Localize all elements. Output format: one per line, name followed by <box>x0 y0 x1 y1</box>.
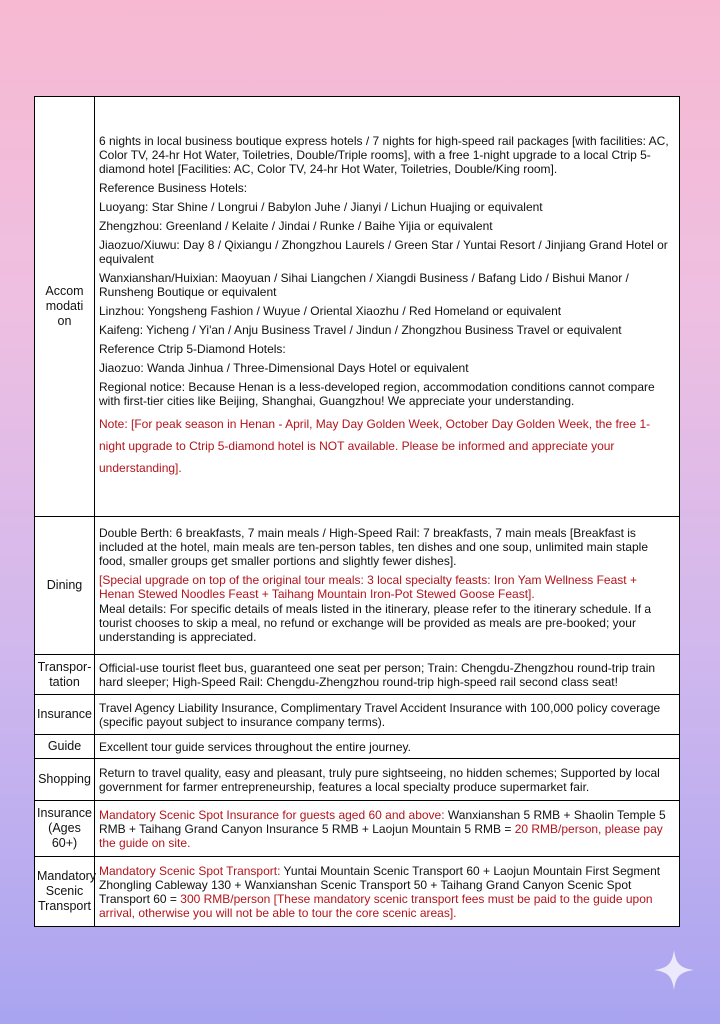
row-shopping <box>35 759 680 801</box>
accommodation-para: Reference Ctrip 5-Diamond Hotels: <box>99 341 286 356</box>
row-accommodation <box>35 97 680 517</box>
dining-meal-details: Meal details: For specific details of meals listed in the itinerary, please refer to the itinerary schedule. If a tourist chooses to skip a meal, no refund or exchange will be provided as meals are pre-booked; your understanding is appreciated. <box>99 602 652 644</box>
label-guide: Guide <box>35 735 95 759</box>
label-insurance-60: Insurance (Ages 60+) <box>35 801 95 857</box>
accommodation-para: Reference Business Hotels: <box>99 180 248 195</box>
accommodation-para: Jiaozuo: Wanda Jinhua / Three-Dimensional Days Hotel or equivalent <box>99 360 469 375</box>
dining-special-upgrade: [Special upgrade on top of the original tour meals: 3 local specialty feasts: Iron Yam Wellness Feast + Henan Stewed Noodles Feast + Taihang Mountain Iron-Pot Stewed Goose Feast]. <box>99 573 637 601</box>
accommodation-para: Linzhou: Yongsheng Fashion / Wuyue / Oriental Xiaozhu / Red Homeland or equivalent <box>99 303 562 318</box>
accommodation-para: Jiaozuo/Xiuwu: Day 8 / Qixiangu / Zhongzhou Laurels / Green Star / Yuntai Resort / Jinjiang Grand Hotel or equivalent <box>99 237 668 266</box>
sparkle-icon <box>652 948 696 992</box>
label-dining: Dining <box>35 517 95 655</box>
accommodation-para: Luoyang: Star Shine / Longrui / Babylon Juhe / Jianyi / Lichun Huajing or equivalent <box>99 199 543 214</box>
dining-meal-count: Double Berth: 6 breakfasts, 7 main meals / High-Speed Rail: 7 breakfasts, 7 main meals [Breakfast is included at the hotel, main meals are ten-person tables, ten dishes and one soup, unlimited main staple food, smaller groups get smaller portions and slightly fewer dishes]. <box>99 526 648 568</box>
scenic-transport-lead: Mandatory Scenic Spot Transport: <box>99 863 281 878</box>
insurance-60-items: Wanxianshan 5 RMB + Shaolin Temple 5 RMB + Taihang Grand Canyon Insurance 5 RMB + Laojun Mountain 5 RMB = <box>99 807 666 836</box>
accommodation-content <box>95 97 680 517</box>
insurance-60-total: 20 RMB/person, please pay the guide on site. <box>99 821 663 850</box>
label-text: Accommodation <box>45 284 84 328</box>
terms-table <box>34 96 680 927</box>
dining-content <box>95 517 680 655</box>
row-scenic-transport <box>35 857 680 927</box>
shopping-content: Return to travel quality, easy and pleasant, truly pure sightseeing, no hidden schemes; Supported by local government for farmer entrepreneurship, features a local specialty produce supermarket fair. <box>95 759 680 801</box>
itinerary-terms-sheet <box>34 96 680 927</box>
insurance-60-lead: Mandatory Scenic Spot Insurance for guests aged 60 and above: <box>99 807 445 822</box>
scenic-transport-total: 300 RMB/person [These mandatory scenic transport fees must be paid to the guide upon arrival, otherwise you will not be able to tour the core scenic areas]. <box>99 891 653 920</box>
label-accommodation <box>35 97 95 517</box>
row-guide <box>35 735 680 759</box>
scenic-transport-content <box>95 857 680 927</box>
label-insurance: Insurance <box>35 695 95 735</box>
insurance-content: Travel Agency Liability Insurance, Complimentary Travel Accident Insurance with 100,000 policy coverage (specific payout subject to insurance company terms). <box>95 695 680 735</box>
accommodation-para: Regional notice: Because Henan is a less-developed region, accommodation conditions cannot compare with first-tier cities like Beijing, Shanghai, Guangzhou! We appreciate your understanding. <box>99 379 655 408</box>
label-shopping: Shopping <box>35 759 95 801</box>
row-insurance-60 <box>35 801 680 857</box>
label-transportation: Transpor-tation <box>35 655 95 695</box>
guide-content: Excellent tour guide services throughout the entire journey. <box>95 735 680 759</box>
label-scenic-transport: Mandatory Scenic Transport <box>35 857 95 927</box>
insurance-60-content <box>95 801 680 857</box>
scenic-transport-items: Yuntai Mountain Scenic Transport 60 + Laojun Mountain First Segment Zhongling Cableway 130 + Wanxianshan Scenic Transport 50 + Taihang Grand Canyon Scenic Spot Transport 60 = <box>99 863 661 906</box>
accommodation-para: Kaifeng: Yicheng / Yi'an / Anju Business Travel / Jindun / Zhongzhou Business Travel or equivalent <box>99 322 622 337</box>
row-transportation <box>35 655 680 695</box>
accommodation-para: 6 nights in local business boutique express hotels / 7 nights for high-speed rail packages [with facilities: AC, Color TV, 24-hr Hot Water, Toiletries, Double/Triple rooms], with a free 1-night upgrade to a local Ctrip 5-diamond hotel [Facilities: AC, Color TV, 24-hr Hot Water, Toiletries, Double/King room]. <box>99 133 669 176</box>
accommodation-para: Zhengzhou: Greenland / Kelaite / Jindai / Runke / Baihe Yijia or equivalent <box>99 218 493 233</box>
transportation-content: Official-use tourist fleet bus, guaranteed one seat per person; Train: Chengdu-Zhengzhou round-trip train hard sleeper; High-Speed Rail: Chengdu-Zhengzhou round-trip high-speed rail second class seat! <box>95 655 680 695</box>
row-insurance <box>35 695 680 735</box>
row-dining <box>35 517 680 655</box>
accommodation-peak-note: Note: [For peak season in Henan - April, May Day Golden Week, October Day Golden Week, the free 1-night upgrade to Ctrip 5-diamond hotel is NOT available. Please be informed and appreciate your understanding]. <box>99 416 651 475</box>
accommodation-para: Wanxianshan/Huixian: Maoyuan / Sihai Liangchen / Xiangdi Business / Bafang Lido / Bishui Manor / Runsheng Boutique or equivalent <box>99 270 629 299</box>
